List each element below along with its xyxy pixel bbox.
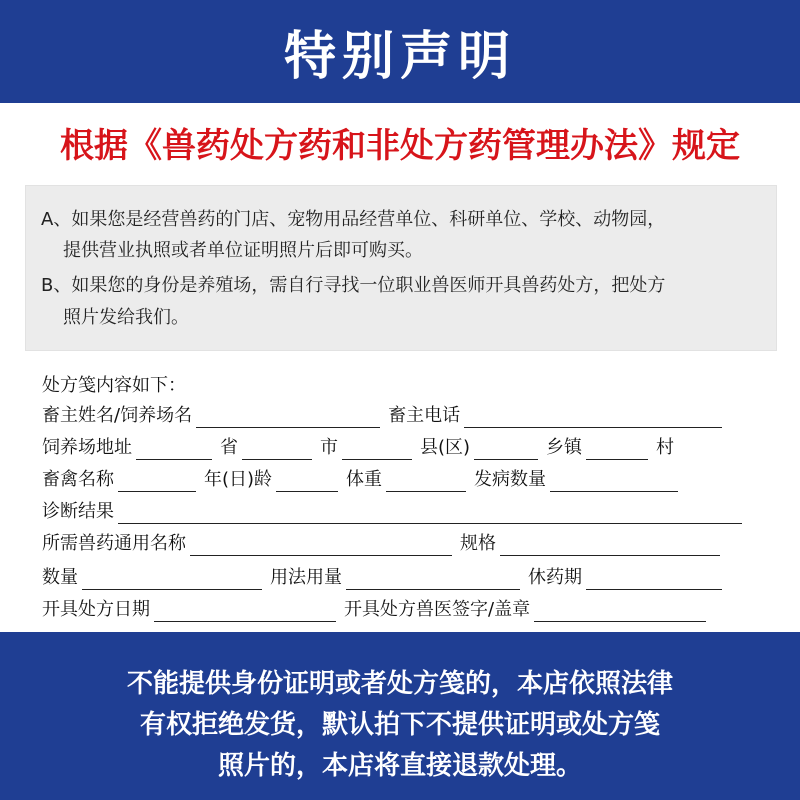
quantity-field[interactable] [82, 567, 262, 590]
form-intro-row [42, 368, 190, 398]
farm-address-label: 饲养场地址 [42, 437, 132, 458]
notice-box [25, 185, 777, 351]
footer-banner [0, 632, 800, 800]
province-label: 省 [220, 437, 238, 458]
notice-a-line2: 提供营业执照或者单位证明照片后即可购买。 [63, 240, 423, 261]
form-row-animal [42, 462, 686, 492]
weight-label: 体重 [346, 469, 383, 490]
owner-phone-label: 畜主电话 [388, 405, 461, 426]
notice-a-line1: A、如果您是经营兽药的门店、宠物用品经营单位、科研单位、学校、动物园， [41, 209, 666, 230]
township-field[interactable] [474, 437, 538, 460]
form-intro: 处方笺内容如下： [42, 375, 186, 396]
signature-label: 开具处方兽医签字/盖章 [344, 599, 531, 620]
animal-name-label: 畜禽名称 [42, 469, 114, 490]
withdrawal-label: 休药期 [528, 567, 582, 588]
quantity-label: 数量 [42, 567, 78, 588]
form-row-owner [42, 398, 730, 428]
owner-name-label: 畜主姓名/饲养场名 [42, 405, 193, 426]
animal-name-field[interactable] [118, 469, 196, 492]
date-label: 开具处方日期 [42, 599, 150, 620]
weight-field[interactable] [386, 469, 466, 492]
owner-name-field[interactable] [196, 405, 380, 428]
form-row-drug [42, 526, 728, 556]
drug-name-label: 所需兽药通用名称 [42, 533, 186, 554]
form-row-signature [42, 592, 714, 622]
sick-count-label: 发病数量 [474, 469, 547, 490]
withdrawal-field[interactable] [586, 567, 722, 590]
sick-count-field[interactable] [550, 469, 678, 492]
province-field[interactable] [136, 437, 212, 460]
footer-line2: 有权拒绝发货，默认拍下不提供证明或处方笺 [139, 710, 660, 740]
township-label: 乡镇 [546, 437, 583, 458]
notice-b-line1: B、如果您的身份是养殖场，需自行寻找一位职业兽医师开具兽药处方，把处方 [41, 275, 666, 296]
header-banner [0, 0, 800, 103]
diagnosis-label: 诊断结果 [42, 501, 114, 522]
drug-name-field[interactable] [190, 533, 452, 556]
spec-field[interactable] [500, 533, 720, 556]
signature-field[interactable] [534, 599, 706, 622]
dosage-field[interactable] [346, 567, 520, 590]
form-row-diagnosis [42, 494, 750, 524]
form-row-usage [42, 560, 730, 590]
county-field[interactable] [342, 437, 412, 460]
village-label: 村 [656, 437, 675, 458]
regulation-heading: 根据《兽药处方药和非处方药管理办法》规定 [60, 126, 740, 166]
village-field[interactable] [586, 437, 648, 460]
form-row-address [42, 430, 678, 460]
diagnosis-field[interactable] [118, 501, 742, 524]
county-label: 县(区) [420, 437, 471, 458]
notice-b-line2: 照片发给我们。 [63, 307, 189, 328]
age-field[interactable] [276, 469, 338, 492]
owner-phone-field[interactable] [464, 405, 722, 428]
city-label: 市 [320, 437, 338, 458]
date-field[interactable] [154, 599, 336, 622]
spec-label: 规格 [460, 533, 496, 554]
page-title: 特别声明 [283, 27, 516, 87]
footer-line1: 不能提供身份证明或者处方笺的，本店依照法律 [126, 669, 673, 699]
footer-line3: 照片的，本店将直接退款处理。 [217, 751, 582, 781]
city-field[interactable] [242, 437, 312, 460]
age-label: 年(日)龄 [204, 469, 273, 490]
dosage-label: 用法用量 [270, 567, 342, 588]
